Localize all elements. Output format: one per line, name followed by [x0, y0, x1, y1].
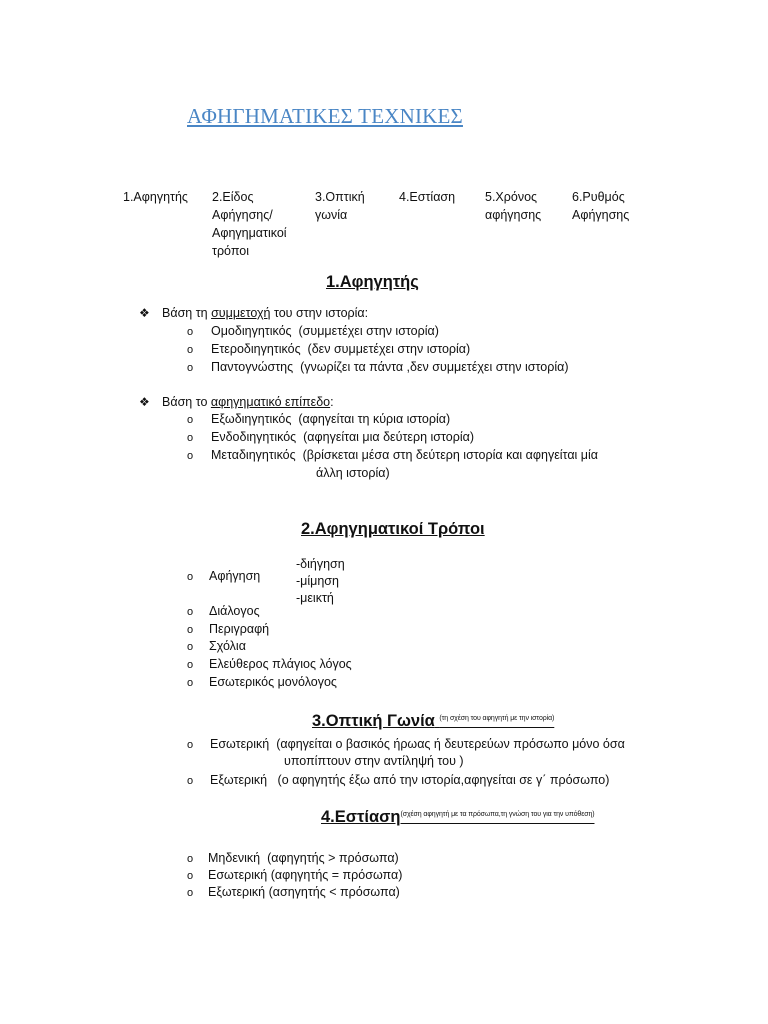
list-item: Εξωδιηγητικός (αφηγείται τη κύρια ιστορία) — [211, 412, 451, 426]
list-item: Εσωτερικός μονόλογος — [209, 675, 337, 689]
bullet-icon: o — [187, 659, 194, 671]
list-item: Εξωτερική (ασηγητής < πρόσωπα) — [208, 885, 400, 899]
toc-item-narrative-rhythm: 6.Ρυθμός Αφήγησης — [572, 190, 630, 222]
bullet-icon: o — [187, 414, 194, 426]
criterion-narrative-level: Βάση το αφηγηματικό επίπεδο: — [162, 395, 334, 409]
list-item-continuation: άλλη ιστορία) — [316, 466, 390, 480]
list-item: Αφήγηση — [209, 569, 261, 583]
section-heading-narrative-modes: 2.Αφηγηματικοί Τρόποι — [301, 520, 485, 538]
list-item: Εξωτερική (ο αφηγητής έξω από την ιστορία,αφηγείται σε γ΄ πρόσωπο) — [210, 773, 610, 787]
toc-item-narrative-time: 5.Χρόνος αφήγησης — [485, 190, 542, 222]
toc-item-narrator: 1.Αφηγητής — [123, 190, 188, 204]
list-item: Ετεροδιηγητικός (δεν συμμετέχει στην ιστορία) — [211, 342, 471, 356]
bullet-icon: o — [187, 775, 194, 787]
section-heading-narrator: 1.Αφηγητής — [326, 273, 419, 291]
list-item-continuation: υποπίπτουν στην αντίληψή του ) — [284, 754, 464, 768]
list-item: Διάλογος — [209, 604, 260, 618]
toc-item-focalization: 4.Εστίαση — [399, 190, 456, 204]
bullet-icon: o — [187, 362, 194, 374]
bullet-icon: o — [187, 641, 194, 653]
narration-type: -μίμηση — [296, 574, 339, 588]
list-item: Παντογνώστης (γνωρίζει τα πάντα ,δεν συμμετέχει στην ιστορία) — [211, 360, 569, 374]
bullet-icon: o — [187, 870, 194, 882]
bullet-icon: o — [187, 571, 194, 583]
toc-item-narration-type: 2.Είδος Αφήγησης/ Αφηγηματικοί τρόποι — [212, 190, 287, 258]
bullet-icon: o — [187, 344, 194, 356]
heading-note: (σχέση αφηγητή με τα πρόσωπα,τη γνώση του για την υπόθεση) — [400, 811, 595, 818]
list-item: Εσωτερική (αφηγητής = πρόσωπα) — [208, 868, 403, 882]
bullet-icon: o — [187, 677, 194, 689]
bullet-icon: o — [187, 853, 194, 865]
list-item: Ενδοδιηγητικός (αφηγείται μια δεύτερη ιστορία) — [211, 430, 474, 444]
criterion-participation: Βάση τη συμμετοχή του στην ιστορία: — [162, 306, 369, 320]
bullet-icon: o — [187, 606, 194, 618]
bullet-icon: o — [187, 450, 194, 462]
narration-type: -μεικτή — [296, 591, 334, 605]
bullet-icon: o — [187, 432, 194, 444]
list-item: Ομοδιηγητικός (συμμετέχει στην ιστορία) — [211, 324, 439, 338]
list-item: Ελεύθερος πλάγιος λόγος — [209, 657, 352, 671]
bullet-icon: o — [187, 624, 194, 636]
narration-type: -διήγηση — [296, 557, 345, 571]
bullet-icon: o — [187, 326, 194, 338]
heading-note: (τη σχέση του αφηγητή με την ιστορία) — [439, 715, 555, 722]
list-item: Περιγραφή — [209, 622, 270, 636]
list-item: Σχόλια — [209, 639, 246, 653]
list-item: Μεταδιηγητικός (βρίσκεται μέσα στη δεύτερη ιστορία και αφηγείται μία — [211, 448, 598, 462]
list-item: Μηδενική (αφηγητής > πρόσωπα) — [208, 851, 399, 865]
section-heading-focalization: 4.Εστίαση$^{(\sigma\chi έ\sigma\eta \alpha\varphi\eta\gamma\eta\tau ή \mu\varepsilon \tau\alpha \pi\rho ό\sigma\omega\pi\alpha,\tau\eta \gamma\nu ώ\sigma\eta \tau o\upsilon \gamma\iota\alpha \tau\eta\nu \upsilon\pi ό\theta\varepsilon\sigma\eta)}$ — [321, 808, 595, 826]
section-heading-point-of-view: 3.Οπτική Γωνία $^{(\tau\eta \sigma\chi έ\sigma\eta \tau o\upsilon \alpha\varphi\eta\gamma\eta\tau ή \mu\varepsilon \tau\eta\nu \iota\sigma\tau o\rho ί\alpha)}$ — [312, 712, 555, 730]
diamond-bullet-icon: ❖ — [139, 395, 150, 409]
toc-item-point-of-view: 3.Οπτική γωνία — [315, 190, 365, 222]
bullet-icon: o — [187, 739, 194, 751]
list-item: Εσωτερική (αφηγείται ο βασικός ήρωας ή δευτερεύων πρόσωπο μόνο όσα — [210, 737, 625, 751]
diamond-bullet-icon: ❖ — [139, 306, 150, 320]
bullet-icon: o — [187, 887, 194, 899]
page-title: ΑΦΗΓΗΜΑΤΙΚΕΣ ΤΕΧΝΙΚΕΣ — [187, 104, 463, 128]
